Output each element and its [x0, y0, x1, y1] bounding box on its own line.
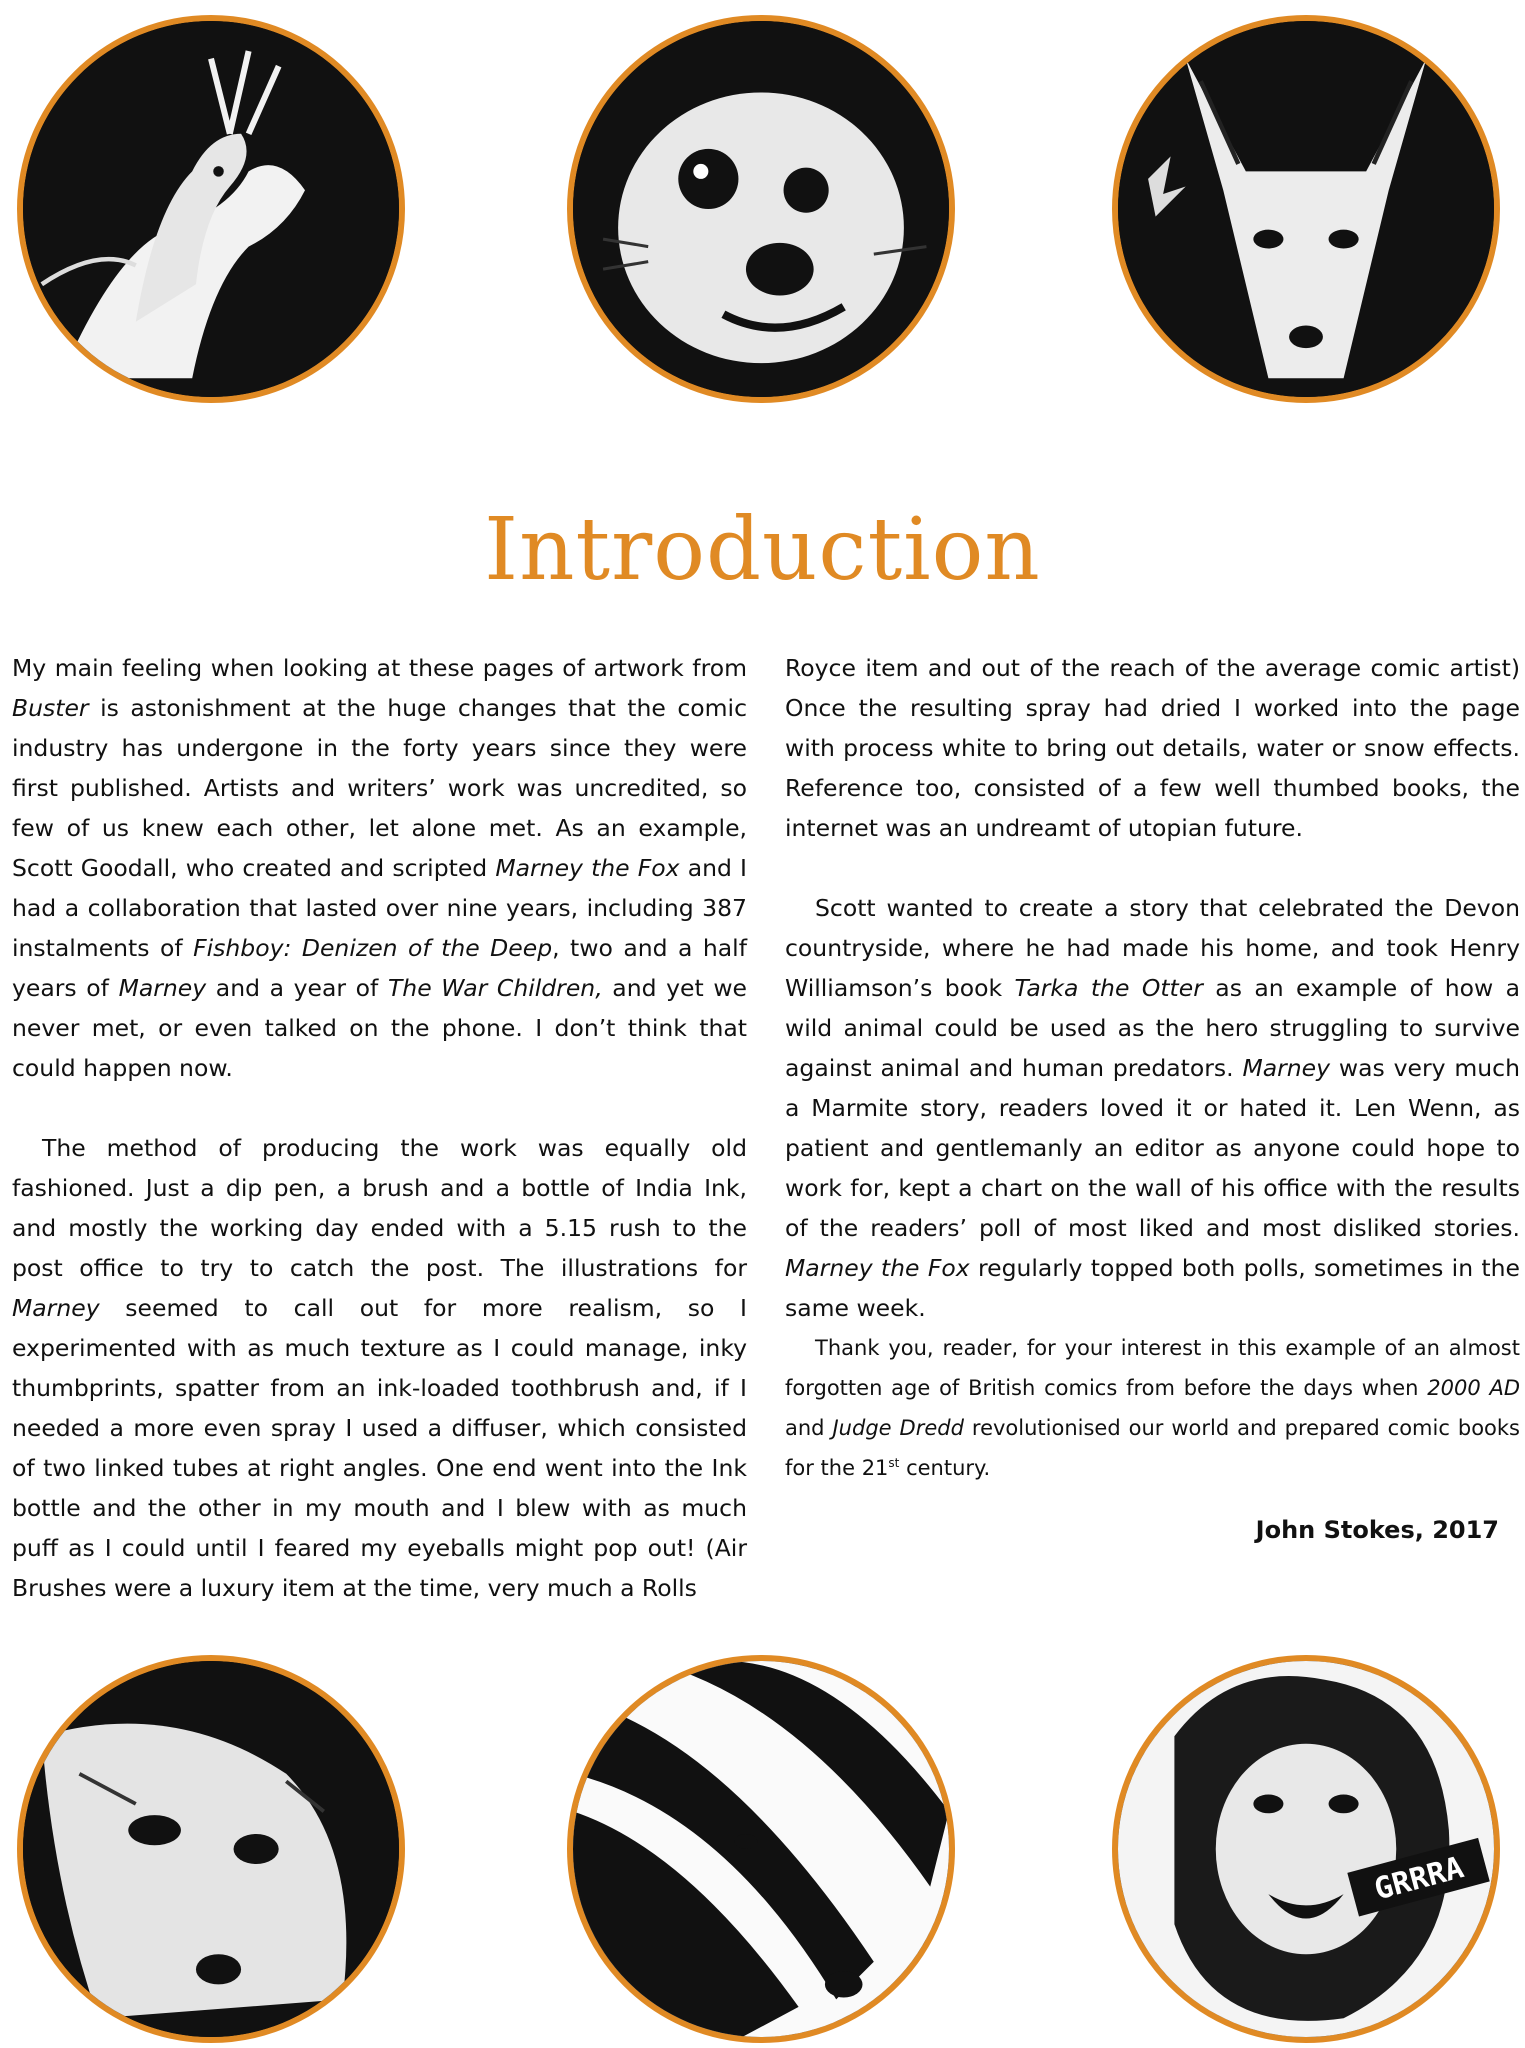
- paragraph: Scott wanted to create a story that celebrated the Devon countryside, where he had made his home, and took Henry Williamson’s book Tarka the Otter as an example of how a wild animal could be used as the hero struggling to survive against animal and human predators. Marney was very much a Marmite story, readers loved it or hated it. Len Wenn, as patient and gentlemanly an editor as anyone could hope to work for, kept a chart on the wall of his office with the results of the readers’ poll of most liked and most disliked stories. Marney the Fox regularly topped both polls, sometimes in the same week.: [785, 894, 1520, 1322]
- paragraph: The method of producing the work was equally old fashioned. Just a dip pen, a brush and a bottle of India Ink, and mostly the working day ended with a 5.15 rush to the post office to try to catch the post. The illustrations for Marney seemed to call out for more realism, so I experimented with as much texture as I could manage, inky thumbprints, spatter from an ink-loaded toothbrush and, if I needed a more even spray I used a diffuser, which consisted of two linked tubes at right angles. One end went into the Ink bottle and the other in my mouth and I blew with as much puff as I could until I feared my eyeballs might pop out! (Air Brushes were a luxury item at the time, very much a Rolls: [12, 1134, 747, 1602]
- badger-illustration: [567, 1655, 955, 2043]
- page-title: Introduction: [484, 500, 1041, 600]
- right-column: [785, 648, 1520, 1488]
- paragraph: My main feeling when looking at these pages of artwork from Buster is astonishment at the huge changes that the comic industry has undergone in the forty years since they were first published. Artists and writers’ work was uncredited, so few of us knew each other, let alone met. As an example, Scott Goodall, who created and scripted Marney the Fox and I had a collaboration that lasted over nine years, including 387 instalments of Fishboy: Denizen of the Deep, two and a half years of Marney and a year of The War Children, and yet we never met, or even talked on the phone. I don’t think that could happen now.: [12, 654, 747, 1082]
- lion-caption: GRRRA: [1370, 1850, 1468, 1908]
- lion-illustration: [1112, 1655, 1500, 2043]
- paragraph: Thank you, reader, for your interest in this example of an almost forgotten age of British comics from before the days when 2000 AD and Judge Dredd revolutionised our world and prepared comic books for the 21st century.: [785, 1336, 1521, 1480]
- fox-cub-illustration: [17, 1655, 405, 2043]
- left-column: [12, 648, 747, 1608]
- fox-illustration: [1112, 15, 1500, 403]
- deer-illustration: [17, 15, 405, 403]
- paragraph: Royce item and out of the reach of the average comic artist) Once the resulting spray had dried I worked into the page with process white to bring out details, water or snow effects. Reference too, consisted of a few well thumbed books, the internet was an undreamt of utopian future.: [785, 654, 1520, 842]
- author-signature: John Stokes, 2017: [1255, 1516, 1499, 1544]
- otter-illustration: [567, 15, 955, 403]
